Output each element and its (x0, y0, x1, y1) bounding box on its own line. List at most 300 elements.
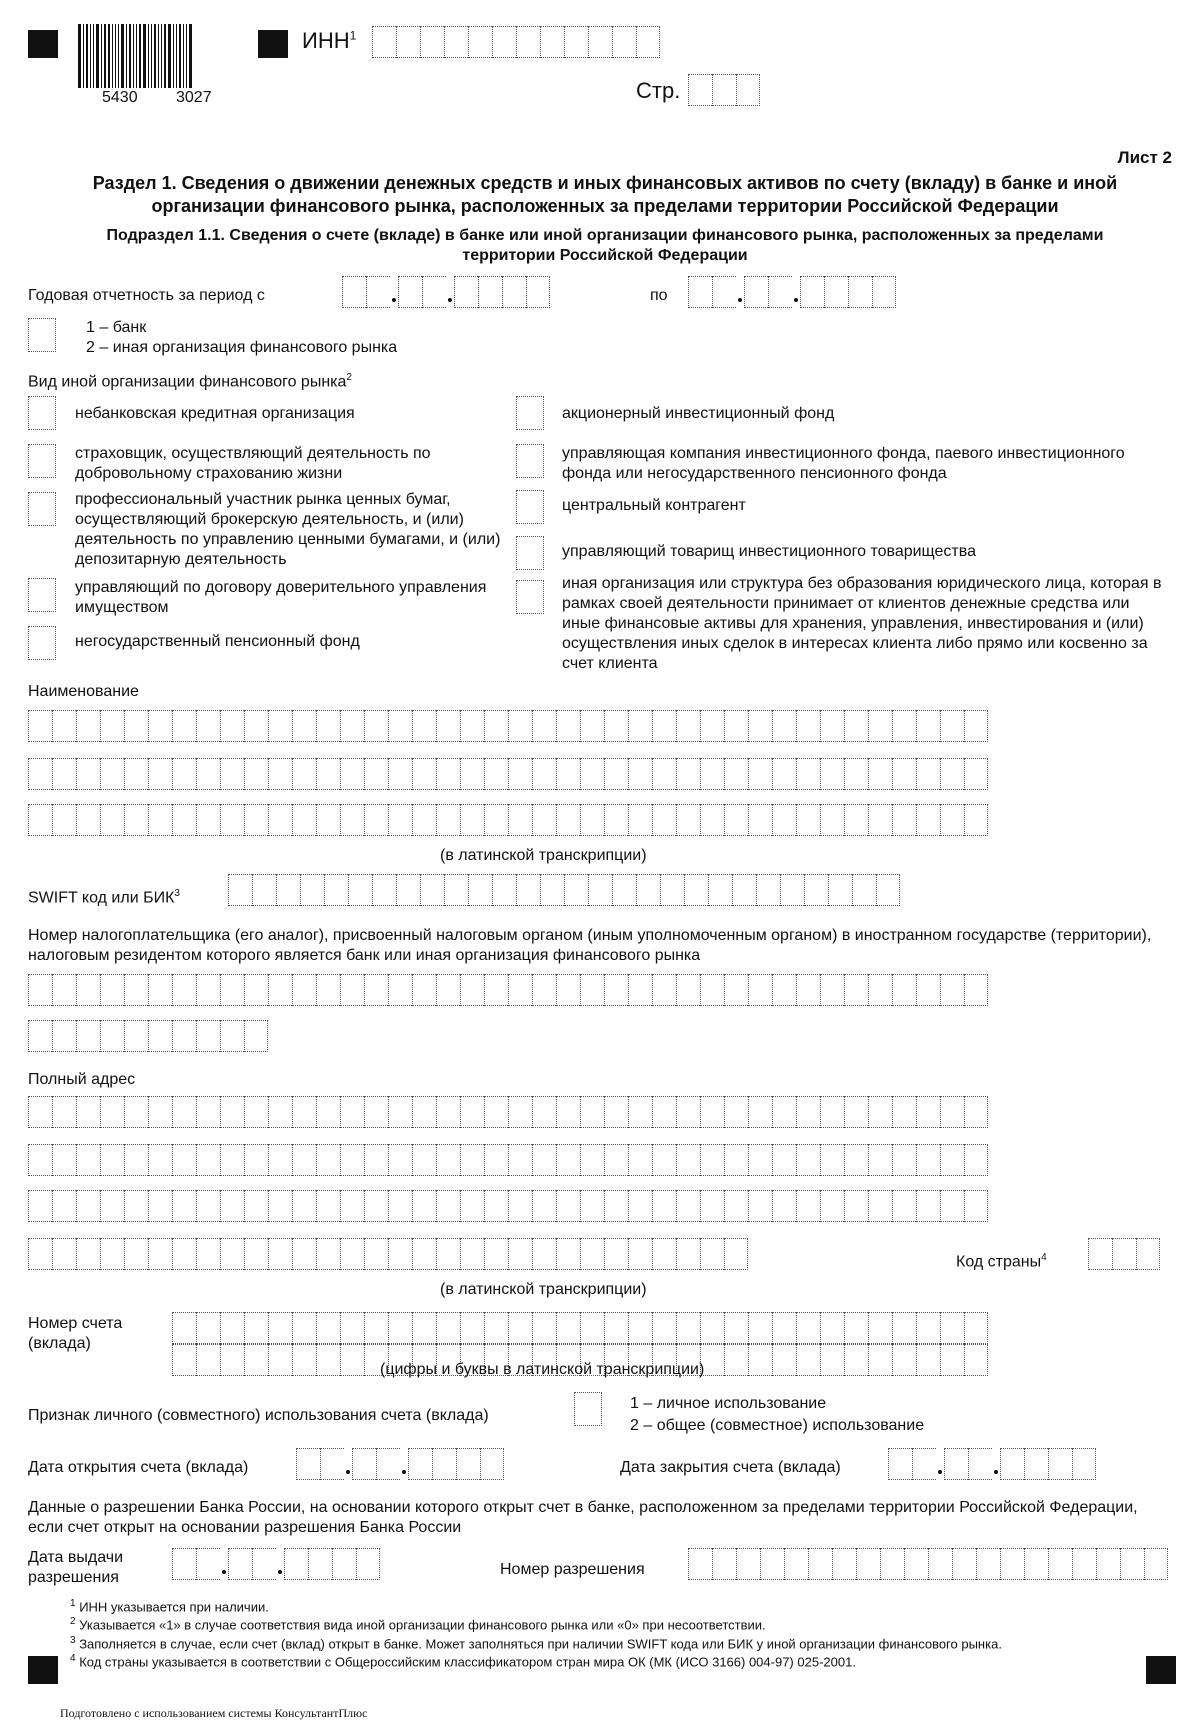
input-cell[interactable] (372, 26, 396, 58)
input-cell[interactable] (868, 710, 892, 742)
input-cell[interactable] (556, 1096, 580, 1128)
input-cell[interactable] (796, 1190, 820, 1222)
input-cell[interactable] (556, 758, 580, 790)
input-cell[interactable] (484, 1096, 508, 1128)
input-cell[interactable] (484, 1312, 508, 1344)
input-cell[interactable] (604, 1190, 628, 1222)
input-cell[interactable] (484, 1144, 508, 1176)
input-cell[interactable] (532, 1144, 556, 1176)
input-cell[interactable] (868, 1312, 892, 1344)
input-cell[interactable] (76, 1020, 100, 1052)
input-cell[interactable] (52, 1238, 76, 1270)
input-cell[interactable] (832, 1548, 856, 1580)
input-cell[interactable] (892, 1312, 916, 1344)
input-cell[interactable] (502, 276, 526, 308)
open-date-input[interactable] (296, 1448, 504, 1480)
input-cell[interactable] (564, 26, 588, 58)
input-cell[interactable] (712, 276, 736, 308)
input-cell[interactable] (844, 804, 868, 836)
input-cell[interactable] (604, 1312, 628, 1344)
input-cell[interactable] (412, 1144, 436, 1176)
input-cell[interactable] (612, 874, 636, 906)
input-cell[interactable] (172, 1096, 196, 1128)
input-cell[interactable] (478, 276, 502, 308)
input-cell[interactable] (412, 1096, 436, 1128)
input-cell[interactable] (432, 1448, 456, 1480)
input-cell[interactable] (628, 758, 652, 790)
input-cell[interactable] (196, 1344, 220, 1376)
input-cell[interactable] (220, 1020, 244, 1052)
input-cell[interactable] (228, 1548, 252, 1580)
input-cell[interactable] (916, 1144, 940, 1176)
input-cell[interactable] (316, 804, 340, 836)
input-cell[interactable] (868, 804, 892, 836)
input-cell[interactable] (780, 874, 804, 906)
input-cell[interactable] (244, 1344, 268, 1376)
input-cell[interactable] (364, 710, 388, 742)
input-cell[interactable] (964, 758, 988, 790)
input-cell[interactable] (868, 1144, 892, 1176)
input-cell[interactable] (172, 974, 196, 1006)
input-cell[interactable] (844, 1144, 868, 1176)
input-cell[interactable] (28, 1144, 52, 1176)
input-cell[interactable] (526, 276, 550, 308)
input-cell[interactable] (772, 1312, 796, 1344)
input-cell[interactable] (52, 1190, 76, 1222)
input-cell[interactable] (148, 710, 172, 742)
input-cell[interactable] (772, 1144, 796, 1176)
input-cell[interactable] (724, 758, 748, 790)
input-cell[interactable] (76, 1096, 100, 1128)
input-cell[interactable] (628, 974, 652, 1006)
input-cell[interactable] (196, 758, 220, 790)
input-cell[interactable] (964, 1344, 988, 1376)
input-cell[interactable] (148, 758, 172, 790)
input-cell[interactable] (172, 1312, 196, 1344)
input-cell[interactable] (636, 874, 660, 906)
input-cell[interactable] (772, 758, 796, 790)
input-cell[interactable] (220, 710, 244, 742)
input-cell[interactable] (772, 710, 796, 742)
input-cell[interactable] (556, 974, 580, 1006)
input-cell[interactable] (580, 1312, 604, 1344)
input-cell[interactable] (604, 758, 628, 790)
input-cell[interactable] (820, 804, 844, 836)
input-cell[interactable] (388, 1096, 412, 1128)
input-cell[interactable] (964, 710, 988, 742)
input-cell[interactable] (220, 758, 244, 790)
input-cell[interactable] (484, 1190, 508, 1222)
input-cell[interactable] (748, 1144, 772, 1176)
input-cell[interactable] (364, 1144, 388, 1176)
input-cell[interactable] (148, 974, 172, 1006)
input-cell[interactable] (220, 1096, 244, 1128)
input-cell[interactable] (1088, 1238, 1112, 1270)
input-cell[interactable] (268, 758, 292, 790)
input-cell[interactable] (676, 974, 700, 1006)
input-cell[interactable] (284, 1548, 308, 1580)
input-cell[interactable] (408, 1448, 432, 1480)
input-cell[interactable] (28, 1238, 52, 1270)
input-cell[interactable] (700, 974, 724, 1006)
input-cell[interactable] (484, 804, 508, 836)
input-cell[interactable] (580, 1144, 604, 1176)
input-cell[interactable] (736, 1548, 760, 1580)
input-cell[interactable] (580, 1096, 604, 1128)
input-cell[interactable] (676, 710, 700, 742)
input-cell[interactable] (1000, 1548, 1024, 1580)
input-cell[interactable] (100, 710, 124, 742)
input-cell[interactable] (268, 1312, 292, 1344)
input-cell[interactable] (316, 1096, 340, 1128)
input-cell[interactable] (872, 276, 896, 308)
input-cell[interactable] (100, 804, 124, 836)
input-cell[interactable] (52, 1096, 76, 1128)
input-cell[interactable] (508, 1190, 532, 1222)
input-cell[interactable] (820, 710, 844, 742)
input-cell[interactable] (220, 1238, 244, 1270)
input-cell[interactable] (268, 1096, 292, 1128)
input-cell[interactable] (52, 1144, 76, 1176)
input-cell[interactable] (892, 1344, 916, 1376)
input-cell[interactable] (676, 804, 700, 836)
input-cell[interactable] (172, 1344, 196, 1376)
input-cell[interactable] (796, 1312, 820, 1344)
input-cell[interactable] (52, 1020, 76, 1052)
input-cell[interactable] (398, 276, 422, 308)
input-cell[interactable] (172, 1548, 196, 1580)
input-cell[interactable] (556, 1190, 580, 1222)
input-cell[interactable] (688, 276, 712, 308)
org-kind-box[interactable] (28, 396, 56, 430)
input-cell[interactable] (268, 974, 292, 1006)
input-cell[interactable] (628, 1190, 652, 1222)
input-cell[interactable] (784, 1548, 808, 1580)
input-cell[interactable] (376, 1448, 400, 1480)
input-cell[interactable] (436, 804, 460, 836)
input-cell[interactable] (820, 974, 844, 1006)
page-number-input[interactable] (688, 74, 760, 106)
input-cell[interactable] (196, 804, 220, 836)
input-cell[interactable] (444, 26, 468, 58)
input-cell[interactable] (700, 1312, 724, 1344)
input-cell[interactable] (724, 1190, 748, 1222)
input-cell[interactable] (508, 1144, 532, 1176)
input-cell[interactable] (508, 1238, 532, 1270)
input-cell[interactable] (652, 1238, 676, 1270)
input-cell[interactable] (580, 1238, 604, 1270)
input-cell[interactable] (848, 276, 872, 308)
input-cell[interactable] (736, 74, 760, 106)
input-cell[interactable] (340, 758, 364, 790)
input-cell[interactable] (964, 1312, 988, 1344)
input-cell[interactable] (748, 804, 772, 836)
input-cell[interactable] (364, 1238, 388, 1270)
input-cell[interactable] (652, 804, 676, 836)
input-cell[interactable] (28, 1096, 52, 1128)
input-cell[interactable] (124, 974, 148, 1006)
input-cell[interactable] (296, 1448, 320, 1480)
input-cell[interactable] (628, 804, 652, 836)
input-cell[interactable] (412, 710, 436, 742)
input-cell[interactable] (508, 758, 532, 790)
input-cell[interactable] (388, 710, 412, 742)
input-cell[interactable] (172, 1144, 196, 1176)
input-cell[interactable] (388, 1312, 412, 1344)
input-cell[interactable] (532, 1238, 556, 1270)
input-cell[interactable] (436, 710, 460, 742)
input-cell[interactable] (348, 874, 372, 906)
input-cell[interactable] (172, 1238, 196, 1270)
input-cell[interactable] (484, 974, 508, 1006)
input-cell[interactable] (892, 804, 916, 836)
input-cell[interactable] (100, 1144, 124, 1176)
input-cell[interactable] (316, 1238, 340, 1270)
input-cell[interactable] (172, 710, 196, 742)
taxpayer-input-row[interactable] (28, 974, 988, 1006)
input-cell[interactable] (172, 1190, 196, 1222)
input-cell[interactable] (940, 758, 964, 790)
input-cell[interactable] (820, 1344, 844, 1376)
input-cell[interactable] (388, 1238, 412, 1270)
input-cell[interactable] (868, 1344, 892, 1376)
input-cell[interactable] (396, 874, 420, 906)
input-cell[interactable] (436, 1144, 460, 1176)
input-cell[interactable] (196, 1238, 220, 1270)
input-cell[interactable] (772, 1096, 796, 1128)
input-cell[interactable] (436, 974, 460, 1006)
input-cell[interactable] (364, 804, 388, 836)
address-input-row[interactable] (28, 1238, 748, 1270)
input-cell[interactable] (28, 1190, 52, 1222)
input-cell[interactable] (420, 874, 444, 906)
input-cell[interactable] (52, 974, 76, 1006)
input-cell[interactable] (1136, 1238, 1160, 1270)
input-cell[interactable] (652, 1312, 676, 1344)
input-cell[interactable] (52, 804, 76, 836)
input-cell[interactable] (76, 804, 100, 836)
input-cell[interactable] (484, 1238, 508, 1270)
permit-date-input[interactable] (172, 1548, 380, 1580)
input-cell[interactable] (196, 1020, 220, 1052)
input-cell[interactable] (844, 710, 868, 742)
input-cell[interactable] (964, 1096, 988, 1128)
input-cell[interactable] (1024, 1448, 1048, 1480)
org-kind-box[interactable] (516, 444, 544, 478)
input-cell[interactable] (76, 1144, 100, 1176)
input-cell[interactable] (196, 710, 220, 742)
input-cell[interactable] (1048, 1448, 1072, 1480)
input-cell[interactable] (492, 874, 516, 906)
input-cell[interactable] (892, 1190, 916, 1222)
input-cell[interactable] (604, 710, 628, 742)
input-cell[interactable] (244, 1312, 268, 1344)
input-cell[interactable] (366, 276, 390, 308)
input-cell[interactable] (652, 1144, 676, 1176)
input-cell[interactable] (1072, 1448, 1096, 1480)
input-cell[interactable] (316, 1144, 340, 1176)
input-cell[interactable] (100, 1238, 124, 1270)
period-from-input[interactable] (342, 276, 550, 308)
input-cell[interactable] (612, 26, 636, 58)
input-cell[interactable] (796, 1096, 820, 1128)
input-cell[interactable] (940, 1190, 964, 1222)
input-cell[interactable] (748, 1344, 772, 1376)
input-cell[interactable] (976, 1548, 1000, 1580)
input-cell[interactable] (300, 874, 324, 906)
input-cell[interactable] (316, 1190, 340, 1222)
input-cell[interactable] (1000, 1448, 1024, 1480)
input-cell[interactable] (292, 758, 316, 790)
input-cell[interactable] (604, 804, 628, 836)
input-cell[interactable] (712, 1548, 736, 1580)
input-cell[interactable] (276, 874, 300, 906)
address-input-row[interactable] (28, 1144, 988, 1176)
input-cell[interactable] (148, 1238, 172, 1270)
input-cell[interactable] (604, 1238, 628, 1270)
input-cell[interactable] (732, 874, 756, 906)
input-cell[interactable] (892, 710, 916, 742)
input-cell[interactable] (292, 1190, 316, 1222)
input-cell[interactable] (220, 1344, 244, 1376)
input-cell[interactable] (652, 1096, 676, 1128)
input-cell[interactable] (412, 974, 436, 1006)
taxpayer-input-row[interactable] (28, 1020, 268, 1052)
input-cell[interactable] (820, 1144, 844, 1176)
input-cell[interactable] (940, 1312, 964, 1344)
input-cell[interactable] (892, 1096, 916, 1128)
input-cell[interactable] (676, 1238, 700, 1270)
input-cell[interactable] (460, 804, 484, 836)
input-cell[interactable] (340, 1190, 364, 1222)
org-kind-box[interactable] (516, 536, 544, 570)
input-cell[interactable] (604, 1096, 628, 1128)
input-cell[interactable] (412, 1238, 436, 1270)
input-cell[interactable] (148, 1020, 172, 1052)
input-cell[interactable] (460, 1312, 484, 1344)
input-cell[interactable] (244, 804, 268, 836)
input-cell[interactable] (172, 1020, 196, 1052)
input-cell[interactable] (508, 804, 532, 836)
input-cell[interactable] (388, 1144, 412, 1176)
input-cell[interactable] (952, 1548, 976, 1580)
input-cell[interactable] (756, 874, 780, 906)
input-cell[interactable] (148, 1144, 172, 1176)
input-cell[interactable] (388, 804, 412, 836)
input-cell[interactable] (268, 1190, 292, 1222)
org-kind-box[interactable] (28, 444, 56, 478)
input-cell[interactable] (772, 1190, 796, 1222)
input-cell[interactable] (940, 710, 964, 742)
input-cell[interactable] (1096, 1548, 1120, 1580)
input-cell[interactable] (768, 276, 792, 308)
input-cell[interactable] (196, 1096, 220, 1128)
input-cell[interactable] (460, 974, 484, 1006)
input-cell[interactable] (316, 1344, 340, 1376)
input-cell[interactable] (916, 974, 940, 1006)
input-cell[interactable] (308, 1548, 332, 1580)
input-cell[interactable] (292, 710, 316, 742)
input-cell[interactable] (412, 758, 436, 790)
input-cell[interactable] (76, 974, 100, 1006)
country-code-input[interactable] (1088, 1238, 1160, 1270)
input-cell[interactable] (700, 710, 724, 742)
input-cell[interactable] (340, 1238, 364, 1270)
input-cell[interactable] (316, 710, 340, 742)
input-cell[interactable] (820, 1190, 844, 1222)
input-cell[interactable] (844, 1344, 868, 1376)
input-cell[interactable] (796, 758, 820, 790)
input-cell[interactable] (292, 1238, 316, 1270)
input-cell[interactable] (748, 1190, 772, 1222)
input-cell[interactable] (532, 804, 556, 836)
input-cell[interactable] (292, 974, 316, 1006)
input-cell[interactable] (916, 758, 940, 790)
input-cell[interactable] (508, 1312, 532, 1344)
input-cell[interactable] (516, 26, 540, 58)
input-cell[interactable] (244, 1190, 268, 1222)
input-cell[interactable] (460, 1144, 484, 1176)
input-cell[interactable] (940, 1096, 964, 1128)
input-cell[interactable] (396, 26, 420, 58)
input-cell[interactable] (492, 26, 516, 58)
input-cell[interactable] (124, 1144, 148, 1176)
input-cell[interactable] (808, 1548, 832, 1580)
input-cell[interactable] (724, 1344, 748, 1376)
account-input-row[interactable] (172, 1312, 988, 1344)
input-cell[interactable] (324, 874, 348, 906)
input-cell[interactable] (460, 1096, 484, 1128)
close-date-input[interactable] (888, 1448, 1096, 1480)
input-cell[interactable] (436, 1238, 460, 1270)
input-cell[interactable] (1024, 1548, 1048, 1580)
input-cell[interactable] (748, 974, 772, 1006)
org-kind-box[interactable] (28, 492, 56, 526)
input-cell[interactable] (820, 1096, 844, 1128)
input-cell[interactable] (1072, 1548, 1096, 1580)
input-cell[interactable] (824, 276, 848, 308)
input-cell[interactable] (456, 1448, 480, 1480)
input-cell[interactable] (628, 710, 652, 742)
input-cell[interactable] (700, 1096, 724, 1128)
input-cell[interactable] (796, 804, 820, 836)
input-cell[interactable] (244, 1238, 268, 1270)
input-cell[interactable] (460, 710, 484, 742)
org-kind-box[interactable] (516, 396, 544, 430)
input-cell[interactable] (100, 1190, 124, 1222)
input-cell[interactable] (148, 1190, 172, 1222)
input-cell[interactable] (148, 1096, 172, 1128)
input-cell[interactable] (748, 758, 772, 790)
input-cell[interactable] (804, 874, 828, 906)
input-cell[interactable] (364, 758, 388, 790)
input-cell[interactable] (100, 974, 124, 1006)
input-cell[interactable] (708, 874, 732, 906)
input-cell[interactable] (76, 710, 100, 742)
input-cell[interactable] (340, 1312, 364, 1344)
input-cell[interactable] (772, 1344, 796, 1376)
inn-input[interactable] (372, 26, 660, 58)
input-cell[interactable] (320, 1448, 344, 1480)
input-cell[interactable] (100, 758, 124, 790)
input-cell[interactable] (196, 1144, 220, 1176)
permit-number-input[interactable] (688, 1548, 1168, 1580)
input-cell[interactable] (628, 1144, 652, 1176)
input-cell[interactable] (228, 874, 252, 906)
input-cell[interactable] (796, 710, 820, 742)
input-cell[interactable] (508, 710, 532, 742)
input-cell[interactable] (244, 758, 268, 790)
